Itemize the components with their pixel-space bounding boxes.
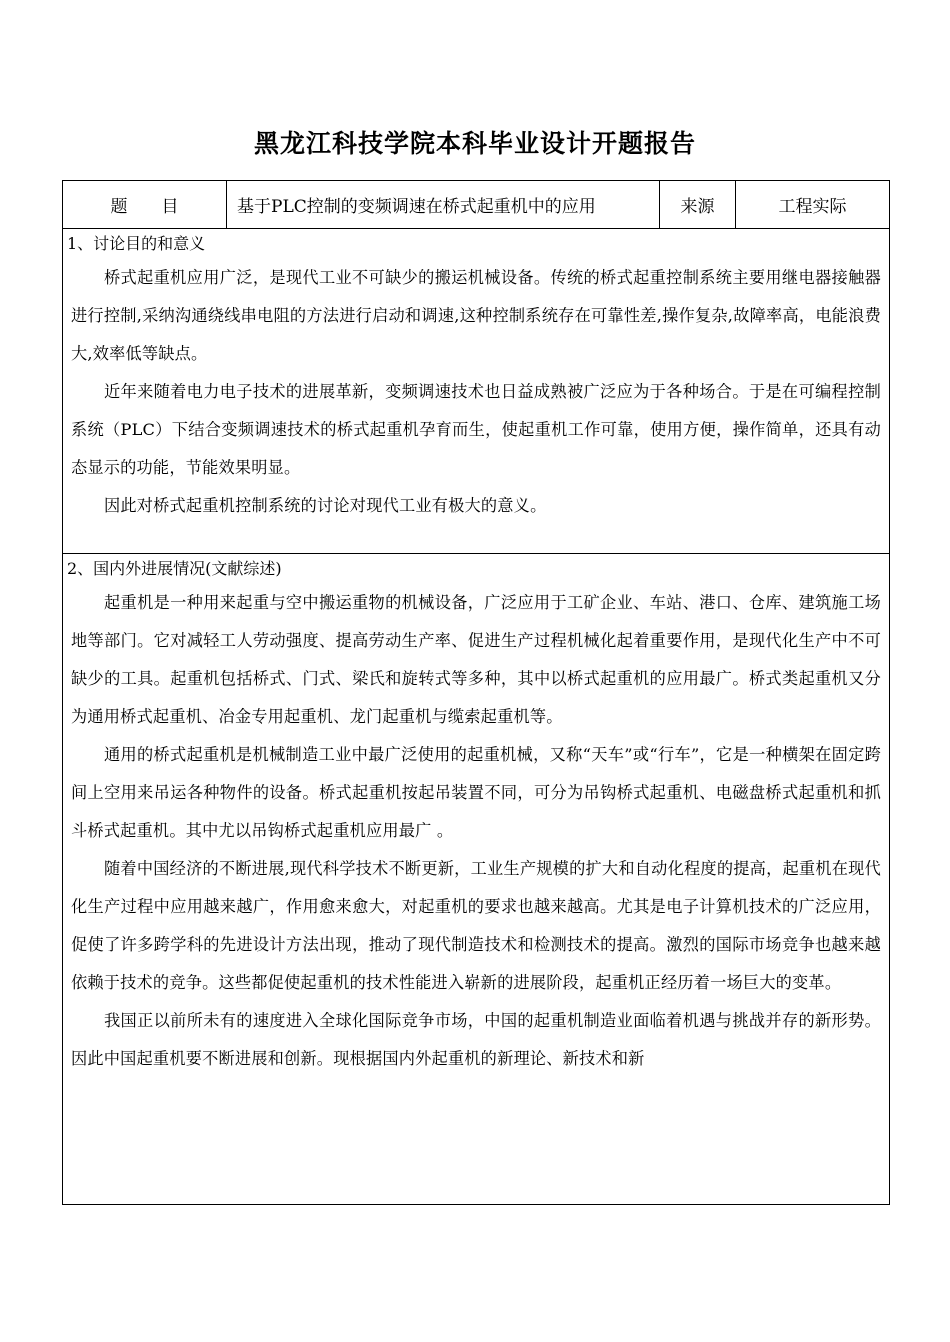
source-label: 来源 — [660, 181, 736, 229]
paragraph: 因此对桥式起重机控制系统的讨论对现代工业有极大的意义。 — [104, 496, 547, 515]
header-row — [63, 181, 890, 229]
section-row-2 — [63, 554, 890, 1205]
topic-value: 基于PLC控制的变频调速在桥式起重机中的应用 — [227, 181, 660, 229]
paragraph: 我国正以前所未有的速度进入全球化国际竞争市场，中国的起重机制造业面临着机遇与挑战并存的新形势。因此中国起重机要不断进展和创新。现根据国内外起重机的新理论、新技术和新 — [71, 1011, 881, 1068]
document-title: 黑龙江科技学院本科毕业设计开题报告 — [253, 129, 696, 158]
section-row-1 — [63, 229, 890, 554]
section-heading: 1、讨论目的和意义 — [67, 234, 206, 253]
paragraph: 起重机是一种用来起重与空中搬运重物的机械设备，广泛应用于工矿企业、车站、港口、仓库、建筑施工场地等部门。它对减轻工人劳动强度、提高劳动生产率、促进生产过程机械化起着重要作用，是现代化生产中不可缺少的工具。起重机包括桥式、门式、梁氏和旋转式等多种，其中以桥式起重机的应用最广。桥式类起重机又分为通用桥式起重机、冶金专用起重机、龙门起重机与缆索起重机等。 — [71, 593, 881, 726]
paragraph: 近年来随着电力电子技术的进展革新，变频调速技术也日益成熟被广泛应为于各种场合。于是在可编程控制系统（PLC）下结合变频调速技术的桥式起重机孕育而生，使起重机工作可靠，使用方便，操作简单，还具有动态显示的功能，节能效果明显。 — [71, 382, 881, 477]
source-value: 工程实际 — [736, 181, 890, 229]
topic-label: 题 目 — [63, 181, 227, 229]
paragraph: 随着中国经济的不断进展,现代科学技术不断更新，工业生产规模的扩大和自动化程度的提高，起重机在现代化生产过程中应用越来越广，作用愈来愈大，对起重机的要求也越来越高。尤其是电子计算机技术的广泛应用，促使了许多跨学科的先进设计方法出现，推动了现代制造技术和检测技术的提高。激烈的国际市场竞争也越来越依赖于技术的竞争。这些都促使起重机的技术性能进入崭新的进展阶段，起重机正经历着一场巨大的变革。 — [71, 859, 881, 992]
paragraph: 通用的桥式起重机是机械制造工业中最广泛使用的起重机械，又称“天车”或“行车”，它是一种横架在固定跨间上空用来吊运各种物件的设备。桥式起重机按起吊装置不同，可分为吊钩桥式起重机、电磁盘桥式起重机和抓斗桥式起重机。其中尤以吊钩桥式起重机应用最广 。 — [71, 745, 881, 840]
section-heading: 2、国内外进展情况(文献综述) — [67, 559, 282, 578]
report-table — [62, 180, 890, 1205]
paragraph: 桥式起重机应用广泛，是现代工业不可缺少的搬运机械设备。传统的桥式起重控制系统主要用继电器接触器进行控制,采纳沟通绕线串电阻的方法进行启动和调速,这种控制系统存在可靠性差,操作复杂,故障率高，电能浪费大,效率低等缺点。 — [71, 268, 881, 363]
